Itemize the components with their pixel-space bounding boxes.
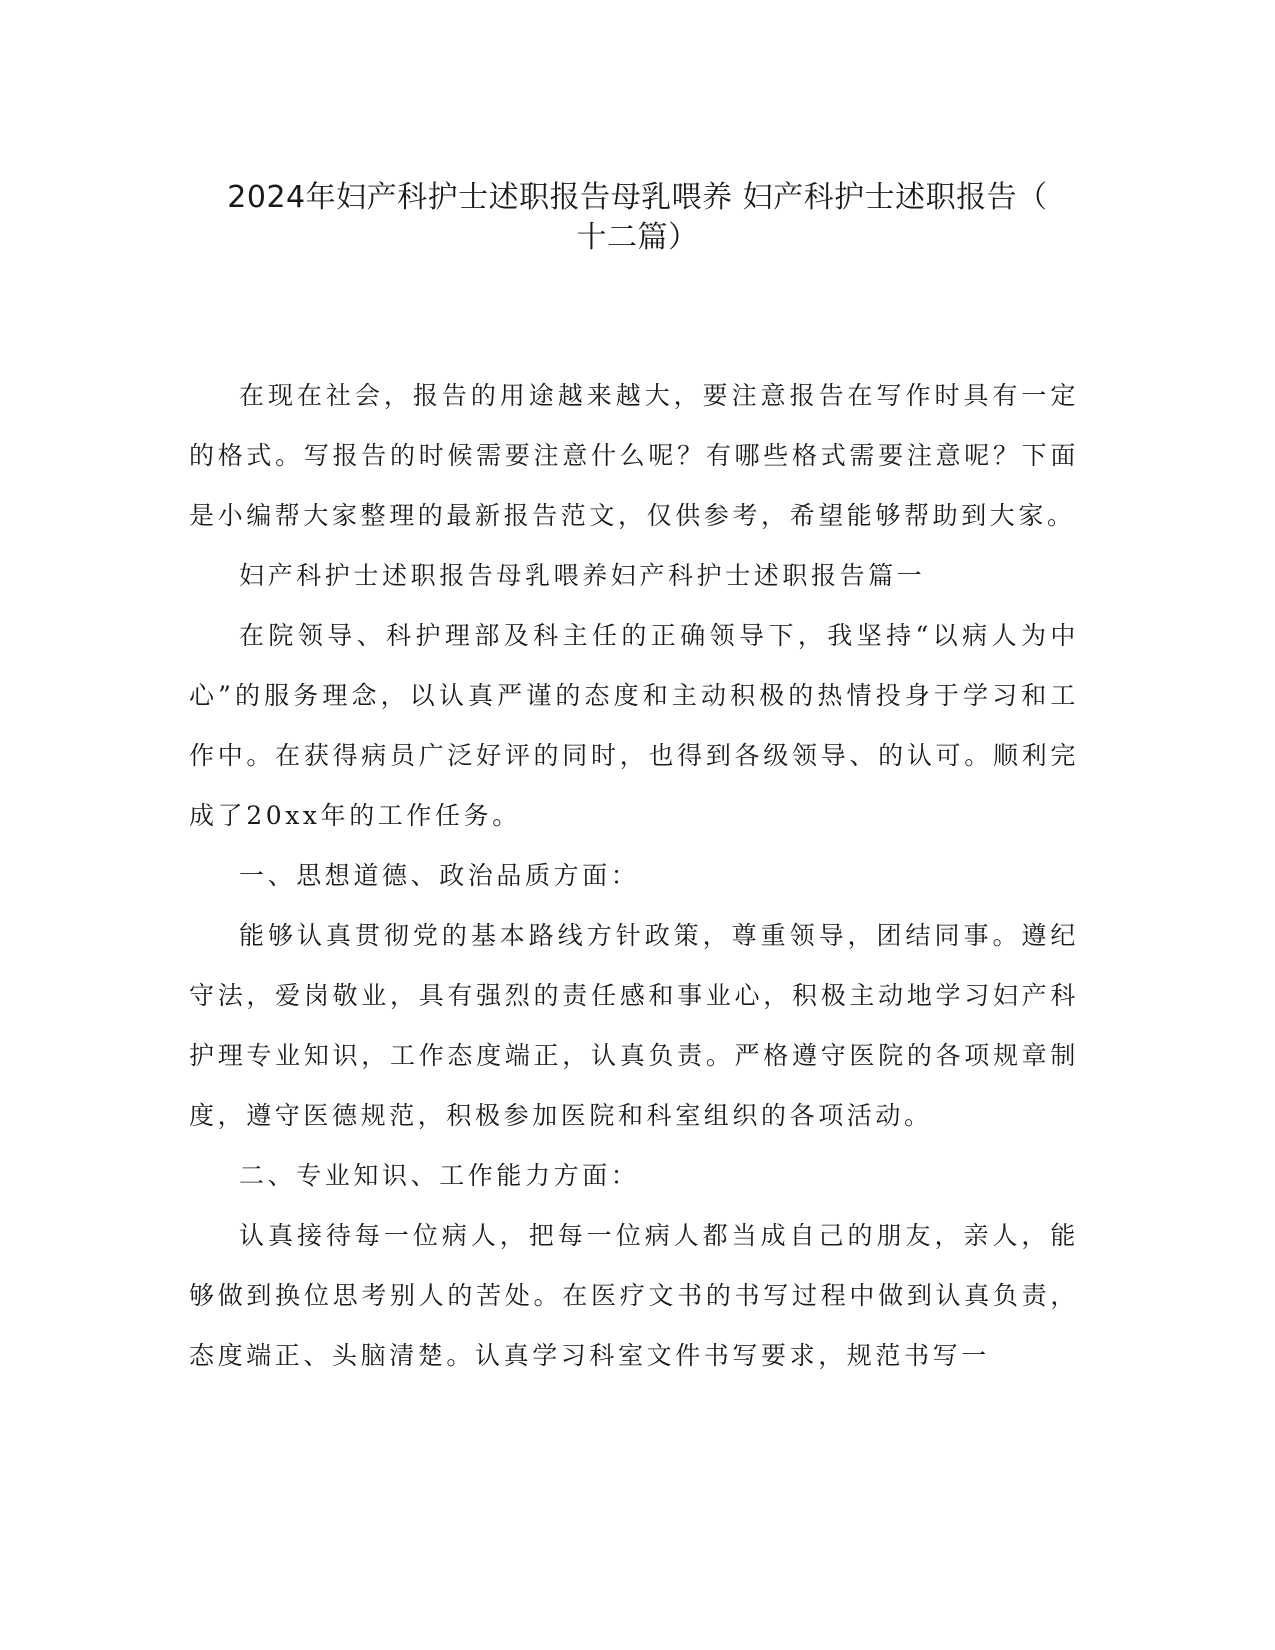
title-line-2: 十二篇） (576, 220, 699, 255)
document-body (189, 366, 1079, 1386)
paragraph-summary: 在院领导、科护理部及科主任的正确领导下，我坚持“以病人为中心”的服务理念，以认真严谨的态度和主动积极的热情投身于学习和工作中。在获得病员广泛好评的同时，也得到各级领导、的认可。顺利完成了20xx年的工作任务。 (189, 621, 1079, 830)
title-line-1: 2024年妇产科护士述职报告母乳喂养 妇产科护士述职报告（ (227, 180, 1048, 215)
paragraph-section-heading: 妇产科护士述职报告母乳喂养妇产科护士述职报告篇一 (239, 561, 926, 590)
paragraph-heading-1: 一、思想道德、政治品质方面： (239, 861, 640, 890)
paragraph-intro: 在现在社会，报告的用途越来越大，要注意报告在写作时具有一定的格式。写报告的时候需要注意什么呢？有哪些格式需要注意呢？下面是小编帮大家整理的最新报告范文，仅供参考，希望能够帮助到大家。 (189, 381, 1079, 530)
paragraph-heading-2: 二、专业知识、工作能力方面： (239, 1161, 640, 1190)
document-title (150, 178, 1125, 258)
paragraph-skills: 认真接待每一位病人，把每一位病人都当成自己的朋友，亲人，能够做到换位思考别人的苦处。在医疗文书的书写过程中做到认真负责，态度端正、头脑清楚。认真学习科室文件书写要求，规范书写一 (189, 1221, 1079, 1370)
paragraph-ethics: 能够认真贯彻党的基本路线方针政策，尊重领导，团结同事。遵纪守法，爱岗敬业，具有强烈的责任感和事业心，积极主动地学习妇产科护理专业知识，工作态度端正，认真负责。严格遵守医院的各项规章制度，遵守医德规范，积极参加医院和科室组织的各项活动。 (189, 921, 1079, 1130)
